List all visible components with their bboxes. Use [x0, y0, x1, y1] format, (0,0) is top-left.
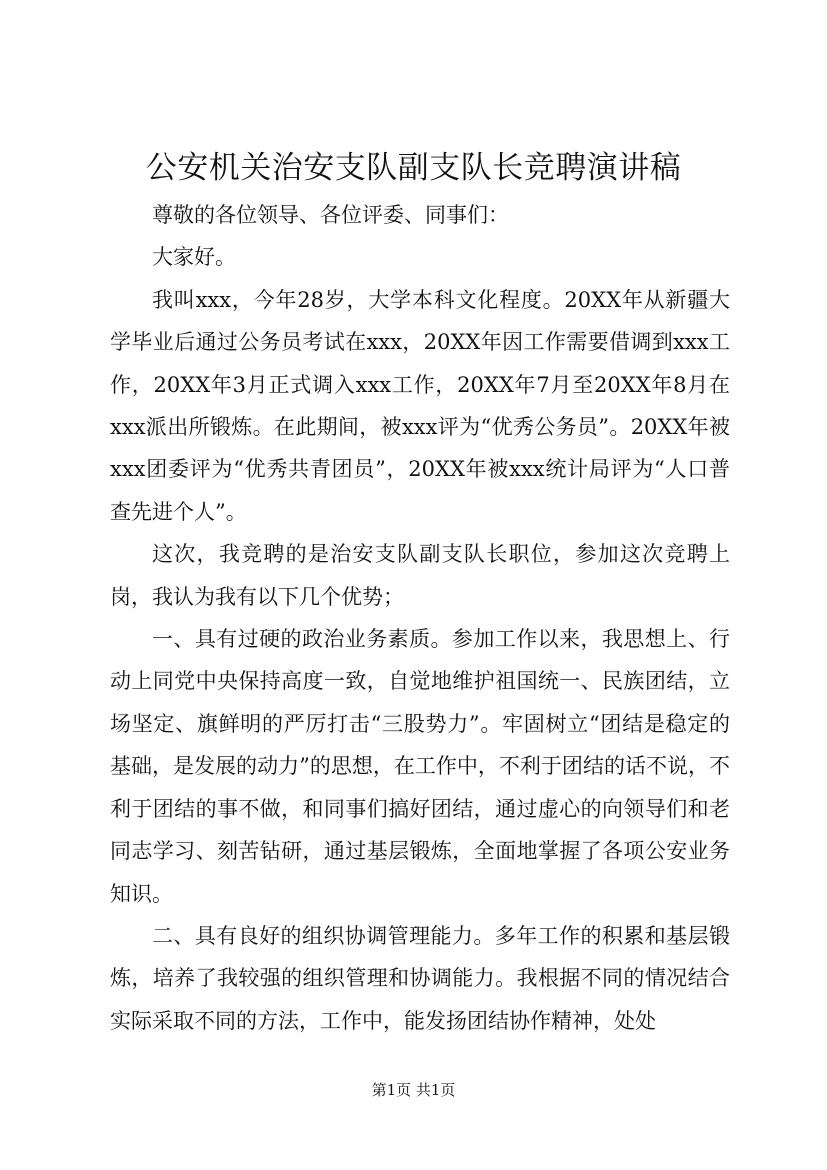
advantage-one-paragraph: 一、具有过硬的政治业务素质。参加工作以来，我思想上、行动上同党中央保持高度一致，自觉地维护祖国统一、民族团结，立场坚定、旗鲜明的严厉打击“三股势力”。牢固树立“团结是稳定的基础，是发展的动力”的思想，在工作中，不利于团结的话不说，不利于团结的事不做，和同事们搞好团结，通过虚心的向领导们和老同志学习、刻苦钻研，通过基层锻炼，全面地掌握了各项公安业务知识。 — [110, 627, 730, 906]
position-paragraph: 这次，我竞聘的是治安支队副支队长职位，参加这次竞聘上岗，我认为我有以下几个优势； — [110, 542, 730, 609]
advantage-two-paragraph: 二、具有良好的组织协调管理能力。多年工作的积累和基层锻炼，培养了我较强的组织管理和协调能力。我根据不同的情况结合实际采取不同的方法，工作中，能发扬团结协作精神，处处 — [110, 923, 730, 1033]
greeting-paragraph: 大家好。 — [152, 245, 236, 270]
document-body — [110, 194, 730, 1042]
page-number-footer: 第1页 共1页 — [371, 1081, 456, 1099]
salutation-paragraph: 尊敬的各位领导、各位评委、同事们： — [152, 203, 509, 227]
self-introduction-paragraph: 我叫xxx，今年28岁，大学本科文化程度。20XX年从新疆大学毕业后通过公务员考试在xxx，20XX年因工作需要借调到xxx工作，20XX年3月正式调入xxx工作，20XX年7月至20XX年8月在xxx派出所锻炼。在此期间，被xxx评为“优秀公务员”。20XX年被xxx团委评为“优秀共青团员”，20XX年被xxx统计局评为“人口普查先进个人”。 — [110, 287, 730, 524]
document-title: 公安机关治安支队副支队长竞聘演讲稿 — [145, 150, 682, 186]
